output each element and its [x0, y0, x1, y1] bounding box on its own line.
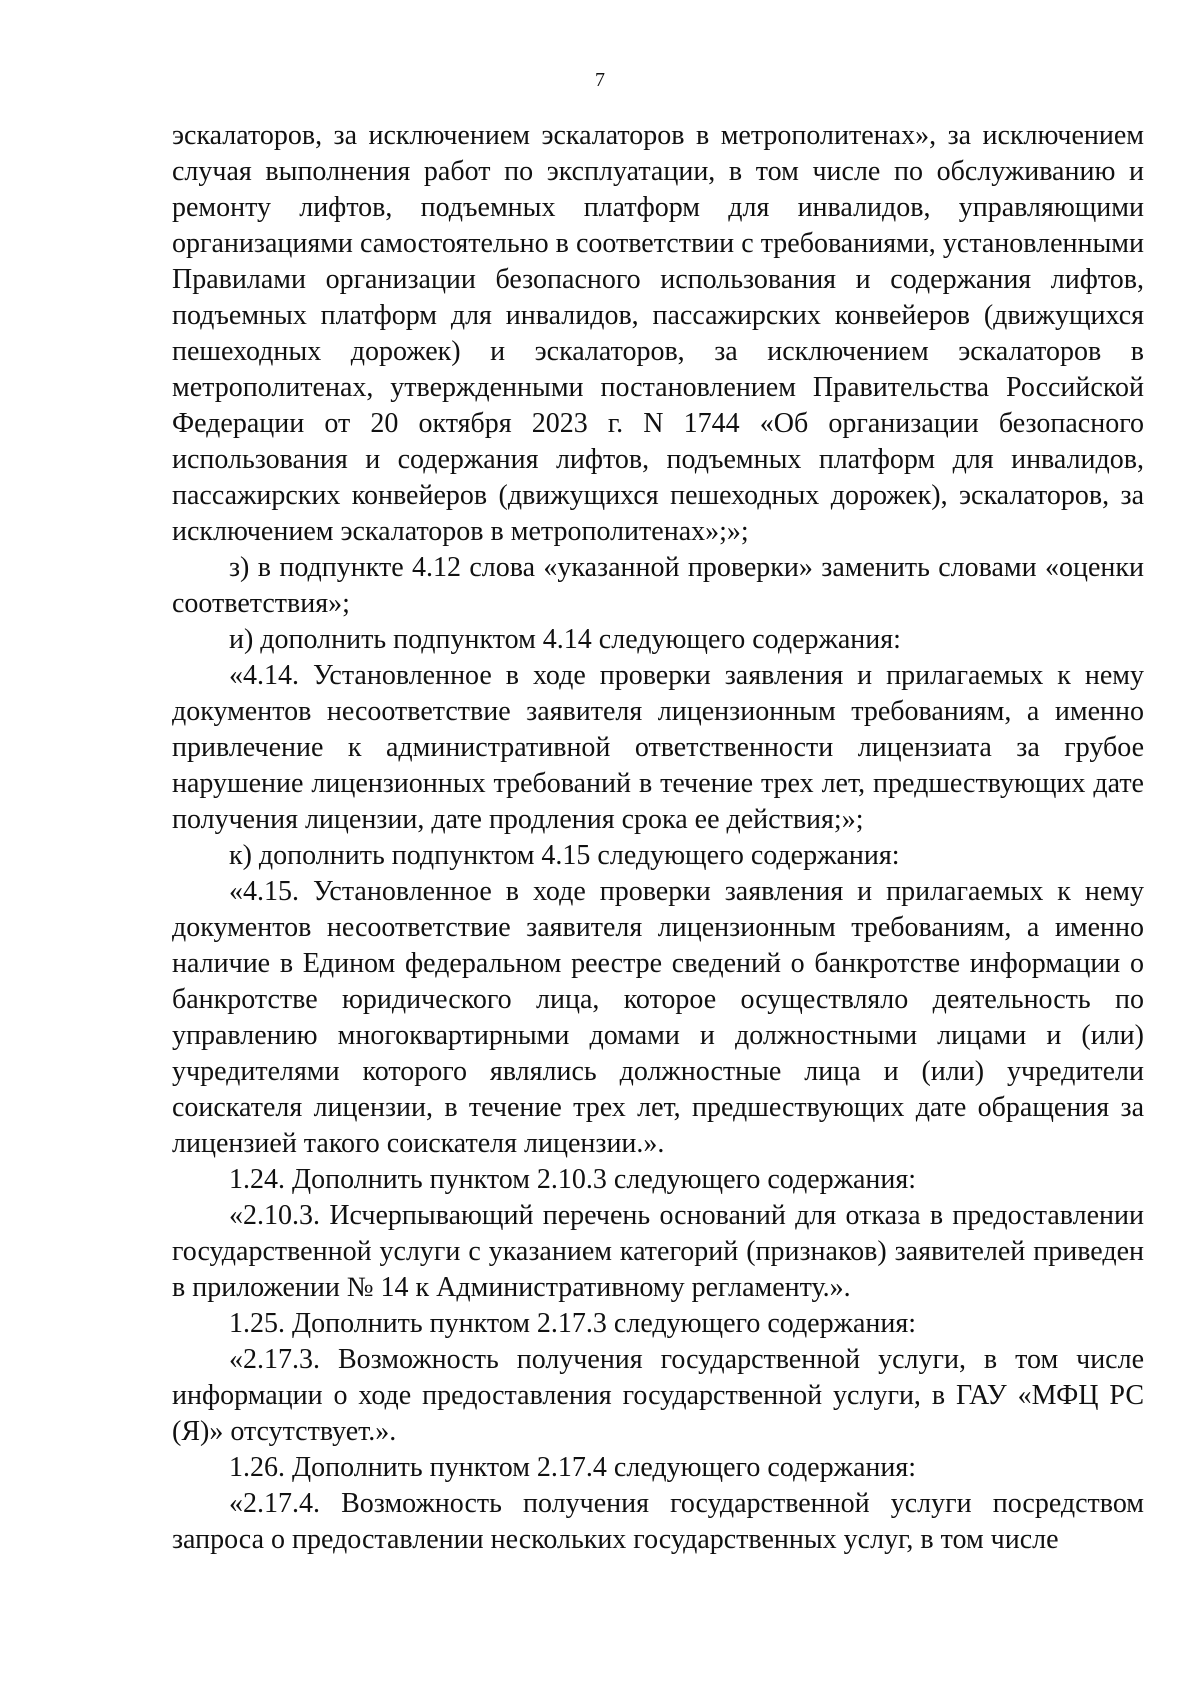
paragraph-quote-4-15: «4.15. Установленное в ходе проверки заявления и прилагаемых к нему документов несоответствие заявителя лицензионным требованиям, а именно наличие в Едином федеральном реестре сведений о банкротстве информации о банкротстве юридического лица, которое осуществляло деятельность по управлению многоквартирными домами и должностными лицами и (или) учредителями которого являлись должностные лица и (или) учредители соискателя лицензии, в течение трех лет, предшествующих дате обращения за лицензией такого соискателя лицензии.».: [172, 876, 1144, 1159]
paragraph-subitem-i: и) дополнить подпунктом 4.14 следующего содержания:: [229, 624, 901, 655]
paragraph-item-1-24: 1.24. Дополнить пунктом 2.10.3 следующего содержания:: [229, 1164, 917, 1195]
paragraph-quote-2-17-4: «2.17.4. Возможность получения государственной услуги посредством запроса о предоставлении нескольких государственных услуг, в том числе: [172, 1488, 1144, 1555]
paragraph-quote-2-10-3: «2.10.3. Исчерпывающий перечень оснований для отказа в предоставлении государственной услуги с указанием категорий (признаков) заявителей приведен в приложении № 14 к Административному регламенту.».: [172, 1200, 1144, 1303]
page-number: 7: [595, 69, 605, 91]
paragraph-continuation: эскалаторов, за исключением эскалаторов в метрополитенах», за исключением случая выполнения работ по эксплуатации, в том числе по обслуживанию и ремонту лифтов, подъемных платформ для инвалидов, управляющими организациями самостоятельно в соответствии с требованиями, установленными Правилами организации безопасного использования и содержания лифтов, подъемных платформ для инвалидов, пассажирских конвейеров (движущихся пешеходных дорожек) и эскалаторов, за исключением эскалаторов в метрополитенах, утвержденными постановлением Правительства Российской Федерации от 20 октября 2023 г. N 1744 «Об организации безопасного использования и содержания лифтов, подъемных платформ для инвалидов, пассажирских конвейеров (движущихся пешеходных дорожек), эскалаторов, за исключением эскалаторов в метрополитенах»;»;: [172, 120, 1144, 547]
paragraph-item-1-26: 1.26. Дополнить пунктом 2.17.4 следующего содержания:: [229, 1452, 917, 1483]
document-body: [172, 118, 1144, 1558]
paragraph-subitem-z: з) в подпункте 4.12 слова «указанной проверки» заменить словами «оценки соответствия»;: [172, 552, 1144, 619]
paragraph-quote-4-14: «4.14. Установленное в ходе проверки заявления и прилагаемых к нему документов несоответствие заявителя лицензионным требованиям, а именно привлечение к административной ответственности лицензиата за грубое нарушение лицензионных требований в течение трех лет, предшествующих дате получения лицензии, дате продления срока ее действия;»;: [172, 660, 1144, 835]
paragraph-quote-2-17-3: «2.17.3. Возможность получения государственной услуги, в том числе информации о ходе предоставления государственной услуги, в ГАУ «МФЦ РС (Я)» отсутствует.».: [172, 1344, 1144, 1447]
paragraph-item-1-25: 1.25. Дополнить пунктом 2.17.3 следующего содержания:: [229, 1308, 917, 1339]
paragraph-subitem-k: к) дополнить подпунктом 4.15 следующего содержания:: [229, 840, 900, 871]
